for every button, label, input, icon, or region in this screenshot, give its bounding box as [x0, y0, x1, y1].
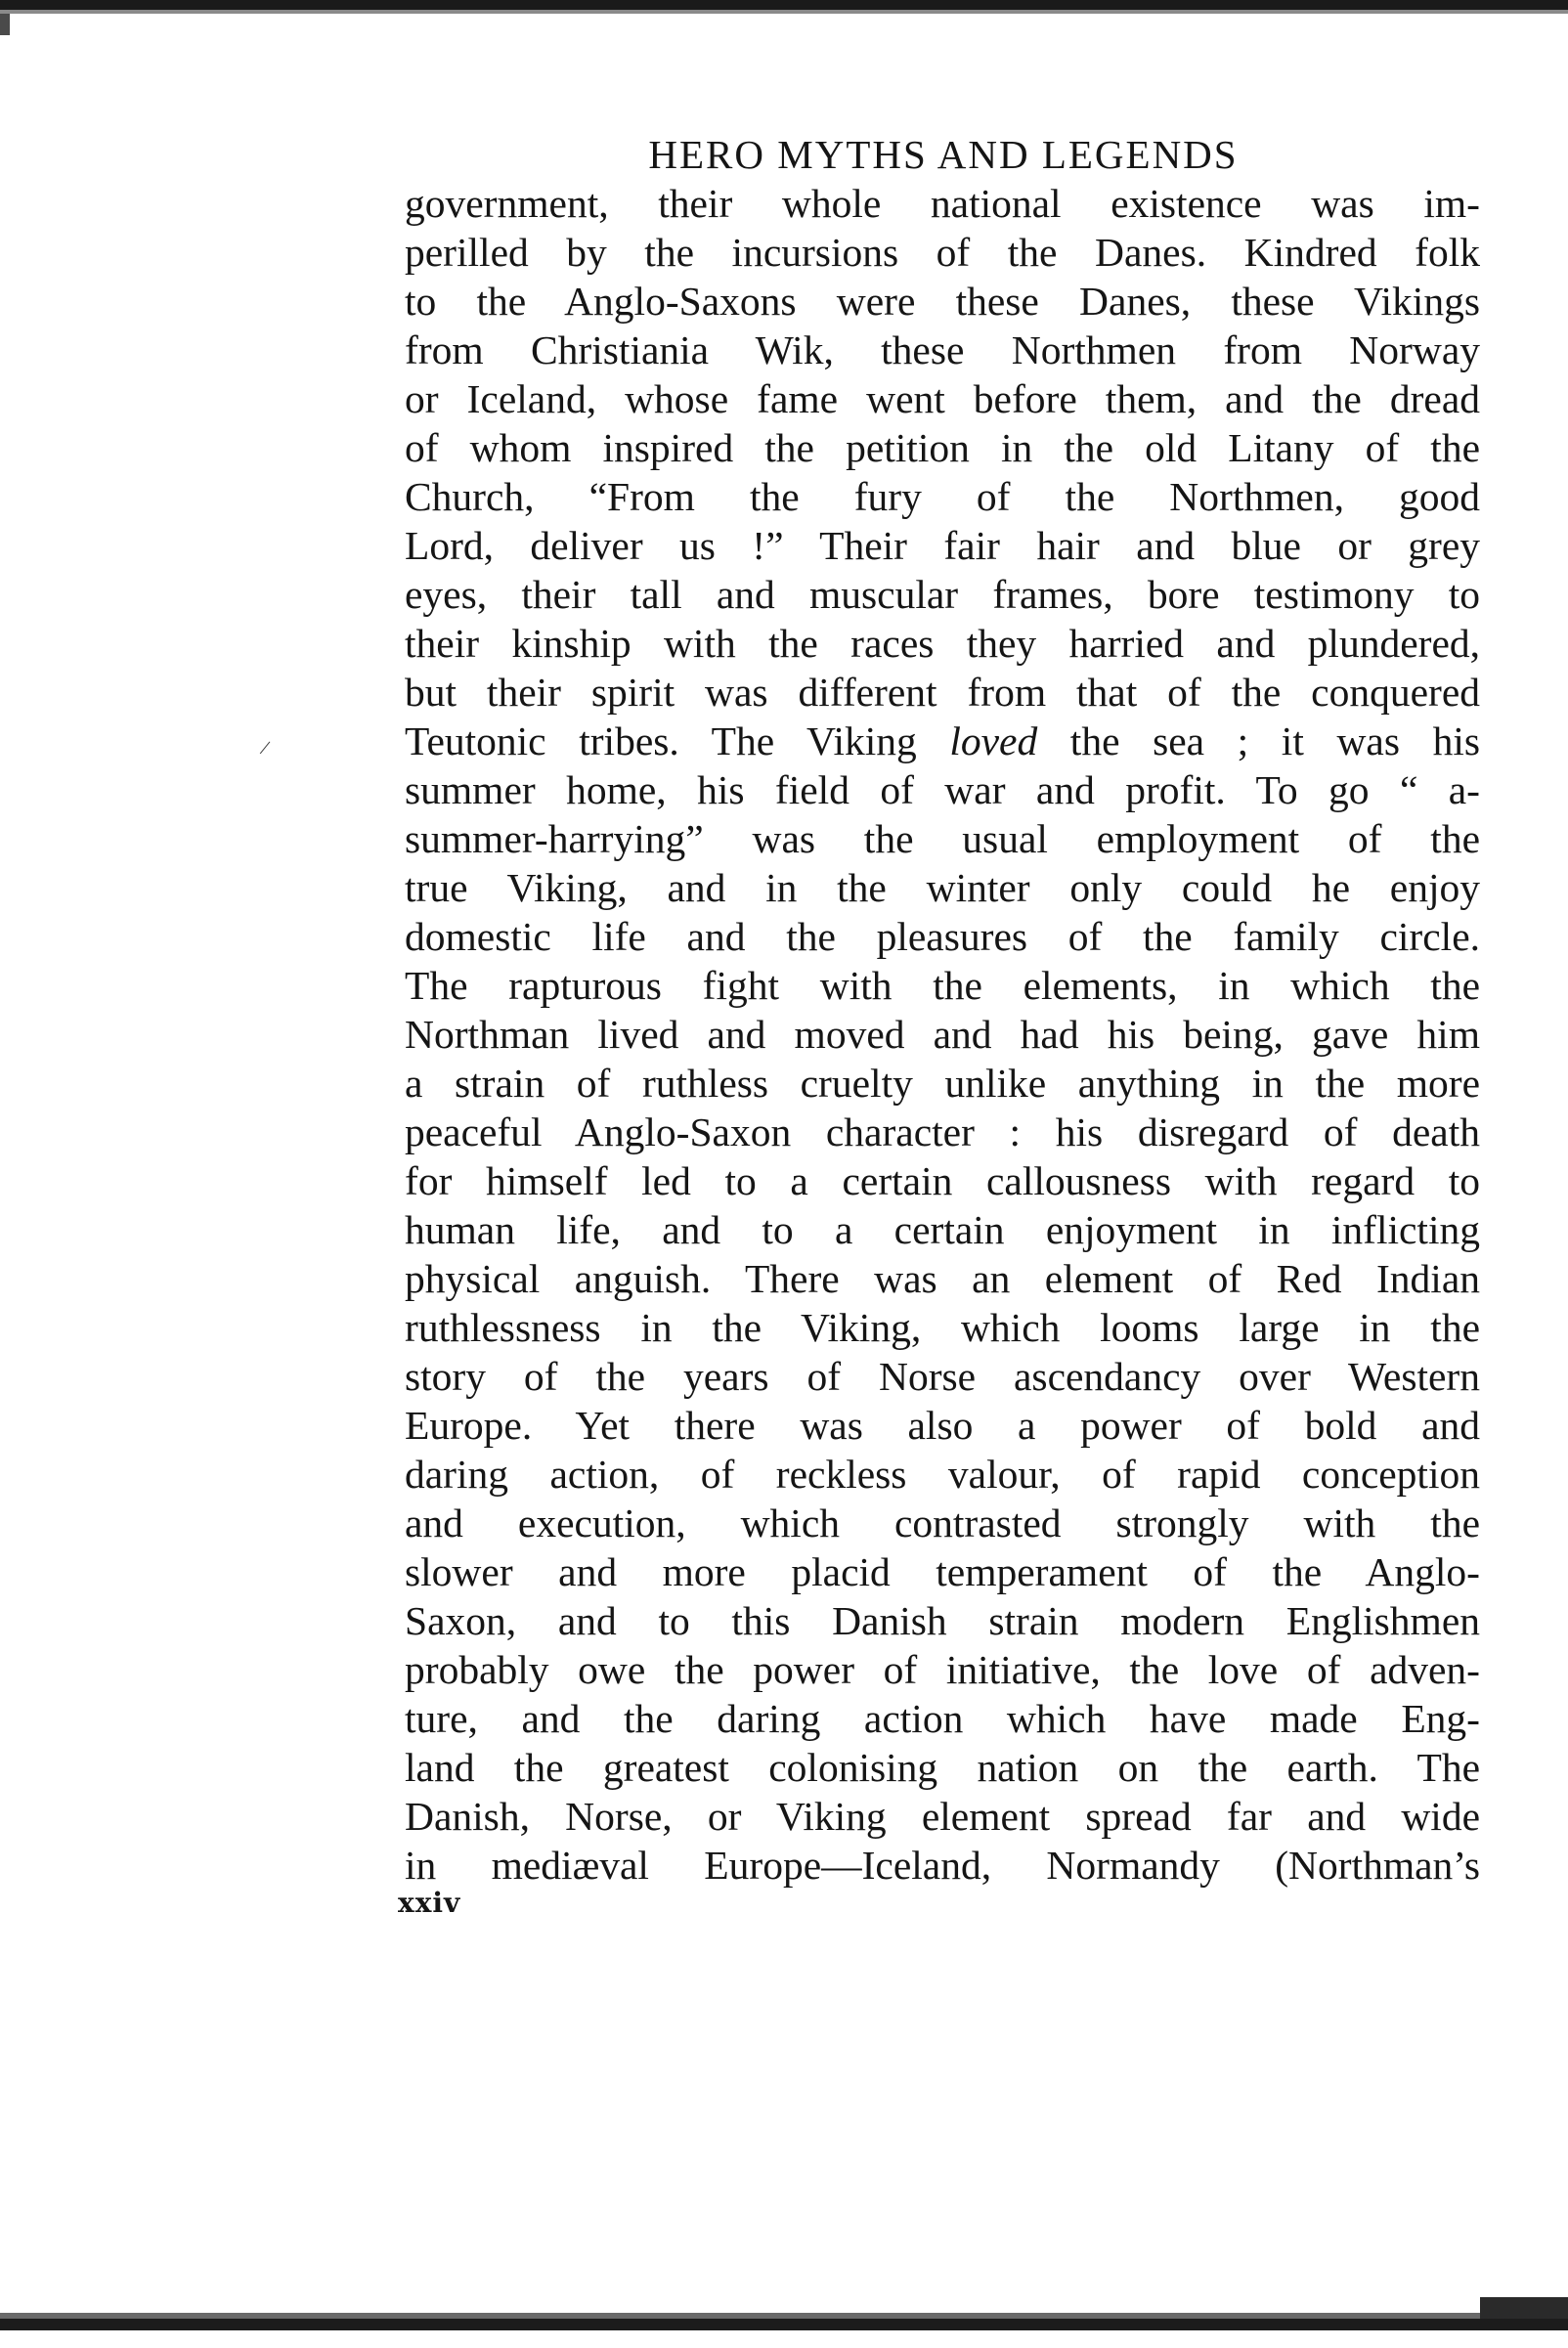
text-segment: Church, “From the fury of the Northmen, good — [405, 474, 1480, 519]
text-segment: probably owe the power of initiative, the love of adven- — [405, 1647, 1480, 1692]
running-head: HERO MYTHS AND LEGENDS — [648, 132, 1239, 177]
text-line — [405, 326, 1480, 374]
bottom-scan-border — [0, 2319, 1568, 2330]
text-line — [405, 228, 1480, 277]
text-segment: land the greatest colonising nation on the earth. The — [405, 1745, 1480, 1790]
body-text — [405, 179, 1480, 1890]
top-scan-border-shadow — [0, 10, 1568, 14]
text-line — [405, 1547, 1480, 1596]
text-line — [405, 717, 1480, 765]
top-scan-border — [0, 0, 1568, 10]
text-line — [405, 814, 1480, 863]
text-line — [405, 1059, 1480, 1108]
margin-pencil-mark: / — [258, 734, 273, 761]
text-line — [405, 668, 1480, 717]
text-line — [405, 1254, 1480, 1303]
text-segment: for himself led to a certain callousness with regard to — [405, 1158, 1480, 1203]
text-line — [405, 277, 1480, 326]
text-segment: ruthlessness in the Viking, which looms large in the — [405, 1305, 1480, 1350]
italic-text: loved — [949, 718, 1038, 763]
text-segment: Northman lived and moved and had his being, gave him — [405, 1012, 1480, 1057]
text-segment: Lord, deliver us !” Their fair hair and blue or grey — [405, 523, 1480, 568]
text-line — [405, 570, 1480, 619]
text-line — [405, 863, 1480, 912]
text-segment: summer-harrying” was the usual employment of the — [405, 816, 1480, 861]
text-segment: ture, and the daring action which have made Eng- — [405, 1696, 1480, 1741]
text-segment: a strain of ruthless cruelty unlike anything in the more — [405, 1061, 1480, 1106]
text-line — [405, 1108, 1480, 1156]
text-segment: from Christiania Wik, these Northmen from Norway — [405, 327, 1480, 372]
text-segment: Teutonic tribes. The Viking — [405, 718, 950, 763]
text-segment: of whom inspired the petition in the old Litany of the — [405, 425, 1480, 470]
text-segment: Europe. Yet there was also a power of bold and — [405, 1403, 1480, 1448]
text-line — [405, 521, 1480, 570]
text-line — [405, 1841, 1480, 1890]
text-line — [405, 1792, 1480, 1841]
text-line — [405, 374, 1480, 423]
text-segment: summer home, his field of war and profit. To go “ a- — [405, 767, 1480, 812]
text-segment: human life, and to a certain enjoyment in inflicting — [405, 1207, 1480, 1252]
text-line — [405, 472, 1480, 521]
text-line — [405, 1596, 1480, 1645]
text-segment: the sea ; it was his — [1037, 718, 1481, 763]
text-segment: their kinship with the races they harried and plundered, — [405, 621, 1480, 666]
text-line — [405, 619, 1480, 668]
text-segment: The rapturous fight with the elements, in which the — [405, 963, 1480, 1008]
text-line — [405, 1205, 1480, 1254]
text-segment: perilled by the incursions of the Danes. Kindred folk — [405, 230, 1480, 275]
text-line — [405, 179, 1480, 228]
text-segment: or Iceland, whose fame went before them, and the dread — [405, 376, 1480, 421]
text-line — [405, 1303, 1480, 1352]
text-segment: physical anguish. There was an element of Red Indian — [405, 1256, 1480, 1301]
text-segment: domestic life and the pleasures of the family circle. — [405, 914, 1480, 959]
text-segment: eyes, their tall and muscular frames, bore testimony to — [405, 572, 1480, 617]
text-segment: and execution, which contrasted strongly with the — [405, 1500, 1480, 1545]
text-line — [405, 912, 1480, 961]
text-line — [405, 1499, 1480, 1547]
text-line — [405, 1010, 1480, 1059]
text-line — [405, 961, 1480, 1010]
text-segment: to the Anglo-Saxons were these Danes, these Vikings — [405, 279, 1480, 324]
text-segment: story of the years of Norse ascendancy over Western — [405, 1354, 1480, 1399]
text-line — [405, 1645, 1480, 1694]
text-segment: true Viking, and in the winter only could he enjoy — [405, 865, 1480, 910]
text-segment: daring action, of reckless valour, of rapid conception — [405, 1452, 1480, 1497]
text-line — [405, 423, 1480, 472]
text-segment: peaceful Anglo-Saxon character : his disregard of death — [405, 1109, 1480, 1154]
text-segment: government, their whole national existence was im- — [405, 181, 1480, 226]
text-line — [405, 1352, 1480, 1401]
text-segment: Saxon, and to this Danish strain modern Englishmen — [405, 1598, 1480, 1643]
text-line — [405, 1450, 1480, 1499]
text-segment: Danish, Norse, or Viking element spread far and wide — [405, 1794, 1480, 1839]
text-segment: but their spirit was different from that of the conquered — [405, 670, 1480, 715]
text-line — [405, 1401, 1480, 1450]
page-number: xxiv — [398, 1887, 461, 1919]
bottom-right-scan-mark — [1480, 2297, 1568, 2319]
text-line — [405, 1743, 1480, 1792]
text-line — [405, 1694, 1480, 1743]
text-line — [405, 765, 1480, 814]
corner-scan-mark — [0, 14, 10, 35]
text-segment: in mediæval Europe—Iceland, Normandy (Northman’s — [405, 1843, 1480, 1888]
text-line — [405, 1156, 1480, 1205]
text-segment: slower and more placid temperament of the Anglo- — [405, 1549, 1480, 1594]
